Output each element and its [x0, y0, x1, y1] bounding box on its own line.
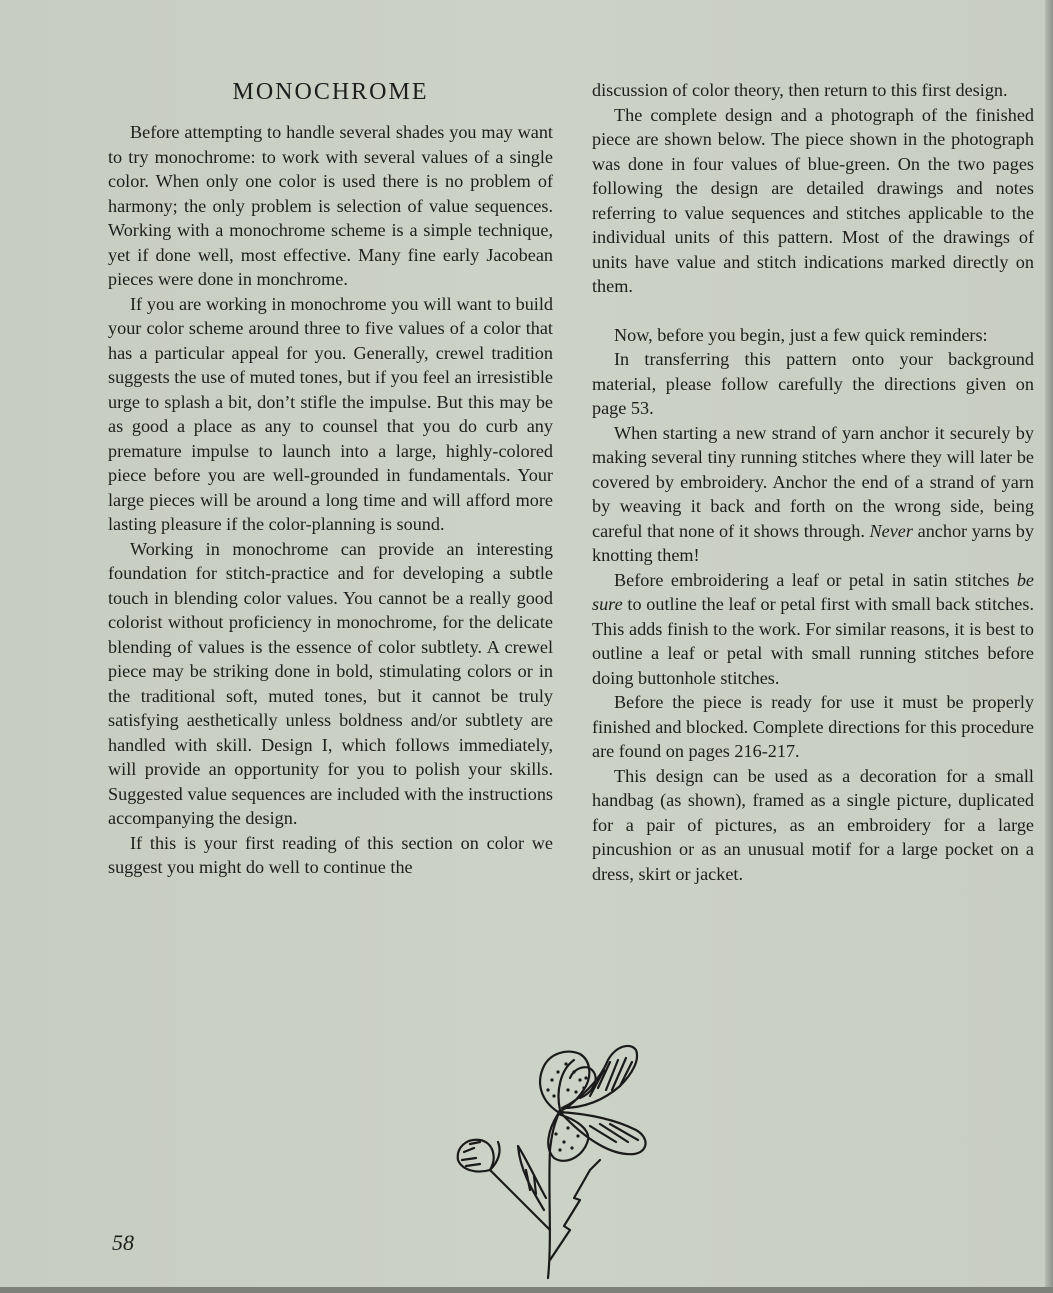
emphasis-text: be sure [592, 569, 1034, 614]
paragraph-gap [592, 299, 1034, 323]
section-heading: MONOCHROME [232, 79, 429, 105]
page-bottom-edge [0, 1287, 1053, 1293]
leaf-outline [550, 1160, 600, 1260]
paragraph [592, 568, 1034, 691]
paragraph: In transferring this pattern onto your background material, please follow carefully the directions given on page 53. [592, 349, 1034, 418]
paragraph: Working in monochrome can provide an interesting foundation for stitch-practice and for developing a subtle touch in blending color values. You cannot be a really good colorist without proficiency in monochrome, for the delicate blending of values is the essence of color subtlety. A crewel piece may be striking done in bold, stimulating colors or in the traditional soft, muted tones, but it cannot be truly satisfying aesthetically unless boldness and/or subtlety are handled with skill. Design I, which follows immediately, will provide an opportunity for you to polish your skills. Suggested value sequences are included with the instructions accompanying the design. [108, 538, 553, 828]
emphasis-text: Never [869, 520, 913, 541]
paragraph: If this is your first reading of this section on color we suggest you might do well to continue the [108, 832, 553, 877]
paragraph: If you are working in monochrome you will want to build your color scheme around three to five values of a color that has a particular appeal for you. Generally, crewel tradition suggests the use of muted tones, but if you feel an irresistible urge to splash a bit, don’t stifle the impulse. But this may be as good a place as any to counsel that you do curb any premature impulse to launch into a large, highly-colored piece before you are well-grounded in fundamentals. Your large pieces will be around a long time and will afford more lasting pleasure if the color-planning is sound. [108, 293, 553, 534]
paragraph [592, 421, 1034, 568]
bud-stripes [462, 1142, 480, 1166]
paragraph: Before attempting to handle several shades you may want to try monochrome: to work with several values of a single color. When only one color is used there is no problem of harmony; the only problem is selection of value sequences. Working with a monochrome scheme is a simple technique, yet if done well, most effective. Many fine early Jacobean pieces were done in monchrome. [108, 122, 553, 289]
text-run: anchor yarns by knotting them! [592, 520, 1034, 565]
paragraph: This design can be used as a decoration for a small handbag (as shown), framed as a single picture, duplicated for a pair of pictures, as an embroidery for a large pincushion or as an unusual motif for a large pocket on a dress, skirt or jacket. [592, 765, 1034, 884]
text-run: When starting a new strand of yarn anchor it securely by making several tiny running stitches where they will later be covered by embroidery. Anchor the end of a strand of yarn by weaving it back and forth on the wrong side, being careful that none of it shows through. [592, 422, 1034, 541]
paragraph: The complete design and a photograph of the finished piece are shown below. The piece shown in the photograph was done in four values of blue-green. On the two pages following the design are detailed drawings and notes referring to value sequences and stitches applicable to the individual units of this pattern. Most of the drawings of units have value and stitch indications marked directly on them. [592, 104, 1034, 296]
page-edge-shadow [1045, 0, 1053, 1293]
left-column [108, 78, 553, 880]
petal-outline [540, 1052, 589, 1112]
bud-outline [458, 1140, 494, 1172]
paragraph: Now, before you begin, just a few quick reminders: [614, 324, 988, 345]
paragraph: Before the piece is ready for use it must be properly finished and blocked. Complete directions for this procedure are found on pages 216-217. [592, 692, 1034, 761]
stem-line [490, 1170, 550, 1230]
right-column [592, 78, 1034, 886]
flower-illustration [440, 1030, 680, 1280]
paragraph-continuation: discussion of color theory, then return to this first design. [592, 80, 1008, 100]
page-number: 58 [112, 1230, 134, 1255]
leaf-veins [526, 1170, 536, 1194]
leaf-outline [518, 1146, 546, 1210]
text-run: to outline the leaf or petal first with small back stitches. This adds finish to the work. For similar reasons, it is best to outline a leaf or petal with small running stitches before doing buttonhole stitches. [592, 594, 1034, 688]
text-run: Before embroidering a leaf or petal in satin stitches [614, 569, 1017, 590]
